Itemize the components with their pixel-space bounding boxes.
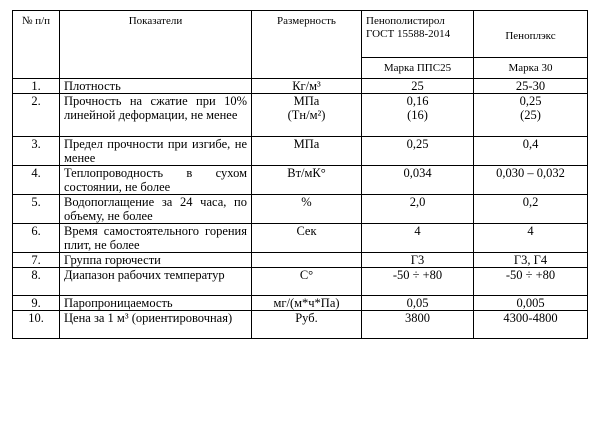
- row-value-polystyrene: 0,16: [406, 94, 429, 108]
- row-value-penoplex: -50 ÷ +80: [474, 268, 588, 296]
- row-number: 7.: [13, 253, 60, 268]
- row-number: 3.: [13, 137, 60, 166]
- table-row: [13, 166, 588, 195]
- row-unit: МПа: [293, 94, 320, 108]
- header-unit: Размерность: [252, 11, 362, 79]
- row-number: 10.: [13, 311, 60, 339]
- header-num: № п/п: [13, 11, 60, 79]
- row-value-polystyrene: Г3: [362, 253, 474, 268]
- row-number: 2.: [13, 94, 60, 137]
- row-value-polystyrene: 2,0: [362, 195, 474, 224]
- row-value-penoplex: 0,005: [474, 296, 588, 311]
- table-row: [13, 94, 588, 137]
- row-value-polystyrene: 0,05: [362, 296, 474, 311]
- row-value-polystyrene-cell: [362, 94, 474, 137]
- properties-document: [12, 10, 587, 406]
- row-value-polystyrene: 4: [362, 224, 474, 253]
- row-number: 6.: [13, 224, 60, 253]
- row-value-polystyrene-secondary: (16): [407, 108, 428, 122]
- row-value-polystyrene: 3800: [362, 311, 474, 339]
- row-indicator: Цена за 1 м³ (ориентировочная): [60, 311, 252, 339]
- row-unit: [252, 253, 362, 268]
- row-indicator: Теплопроводность в сухом состоянии, не более: [60, 166, 252, 195]
- row-number: 5.: [13, 195, 60, 224]
- row-number: 1.: [13, 79, 60, 94]
- header-brand-30: Марка 30: [474, 58, 588, 79]
- header-material-polystyrene: Пенополистирол ГОСТ 15588-2014: [362, 11, 474, 58]
- comparison-table: [12, 10, 588, 339]
- row-value-penoplex: 25-30: [474, 79, 588, 94]
- row-value-penoplex: 0,4: [474, 137, 588, 166]
- row-number: 4.: [13, 166, 60, 195]
- row-indicator: Группа горючести: [60, 253, 252, 268]
- row-value-penoplex: Г3, Г4: [474, 253, 588, 268]
- row-value-penoplex: 4: [474, 224, 588, 253]
- row-value-penoplex: 4300-4800: [474, 311, 588, 339]
- row-indicator: Прочность на сжатие при 10% линейной деформации, не менее: [60, 94, 252, 137]
- row-value-polystyrene: -50 ÷ +80: [362, 268, 474, 296]
- row-number: 9.: [13, 296, 60, 311]
- row-indicator: Диапазон рабочих температур: [60, 268, 252, 296]
- row-unit: %: [252, 195, 362, 224]
- row-unit: С°: [252, 268, 362, 296]
- table-row: [13, 253, 588, 268]
- header-indicator: Показатели: [60, 11, 252, 79]
- header-row: [13, 11, 588, 58]
- row-indicator: Плотность: [60, 79, 252, 94]
- row-value-penoplex: 0,030 – 0,032: [474, 166, 588, 195]
- row-unit: Кг/м³: [252, 79, 362, 94]
- table-row: [13, 268, 588, 296]
- row-unit: Сек: [252, 224, 362, 253]
- table-row: [13, 195, 588, 224]
- row-value-polystyrene: 0,034: [362, 166, 474, 195]
- row-value-penoplex: 0,2: [474, 195, 588, 224]
- row-unit: мг/(м*ч*Па): [252, 296, 362, 311]
- row-indicator: Водопоглащение за 24 часа, по объему, не более: [60, 195, 252, 224]
- row-unit: МПа: [252, 137, 362, 166]
- header-material-penoplex: Пеноплэкс: [474, 11, 588, 58]
- row-unit: Вт/мК°: [252, 166, 362, 195]
- table-row: [13, 137, 588, 166]
- row-value-polystyrene: 25: [362, 79, 474, 94]
- row-unit: Руб.: [252, 311, 362, 339]
- table-row: [13, 311, 588, 339]
- row-value-polystyrene: 0,25: [362, 137, 474, 166]
- row-indicator: Паропроницаемость: [60, 296, 252, 311]
- table-row: [13, 296, 588, 311]
- row-value-penoplex-cell: [474, 94, 588, 137]
- table-row: [13, 224, 588, 253]
- row-indicator: Время самостоятельного горения плит, не более: [60, 224, 252, 253]
- row-value-penoplex: 0,25: [519, 94, 542, 108]
- row-indicator: Предел прочности при изгибе, не менее: [60, 137, 252, 166]
- header-brand-pps25: Марка ППС25: [362, 58, 474, 79]
- row-unit-secondary: (Тн/м²): [287, 108, 326, 122]
- row-unit-cell: [252, 94, 362, 137]
- row-value-penoplex-secondary: (25): [520, 108, 541, 122]
- row-number: 8.: [13, 268, 60, 296]
- table-row: [13, 79, 588, 94]
